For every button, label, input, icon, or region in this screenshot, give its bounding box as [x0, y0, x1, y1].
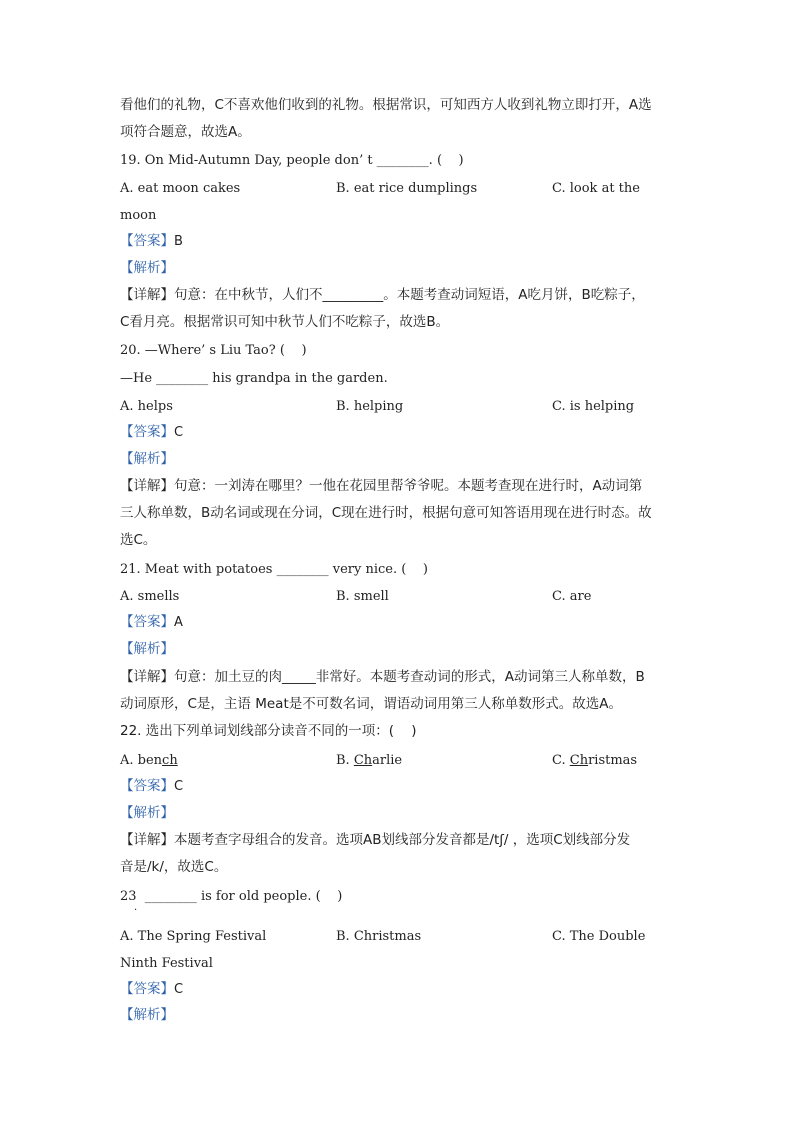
- q19-option-b: B. eat rice dumplings: [336, 181, 478, 196]
- q20-option-c: C. is helping: [552, 399, 635, 414]
- detail-label: 【详解】: [120, 287, 174, 303]
- q22-option-a-text: A. ben: [120, 753, 163, 768]
- q21-answer-value: A: [174, 615, 183, 630]
- q21-option-a: A. smells: [120, 589, 180, 604]
- q21-detail-line-2: 动词原形，C是，主语 Meat是不可数名词，谓语动词用第三人称单数形式。故选A。: [120, 696, 622, 712]
- q23-stem-dot: ·: [134, 905, 138, 916]
- q22-option-b-underlined: Ch: [353, 753, 373, 768]
- q22-answer-value: C: [174, 779, 184, 794]
- q22-option-c-underlined: Ch: [569, 753, 589, 768]
- answer-label: 【答案】: [120, 614, 174, 630]
- intro-line-1: 看他们的礼物，C不喜欢他们收到的礼物。根据常识，可知西方人收到礼物立即打开，A选: [120, 97, 652, 113]
- q22-option-c-rest: ristmas: [588, 753, 638, 768]
- q20-stem: 20. —Where’ s Liu Tao? ( ): [120, 343, 307, 358]
- q21-detail-text: 句意：加土豆的肉_____非常好。本题考查动词的形式，A动词第三人称单数，B: [174, 669, 645, 685]
- answer-label: 【答案】: [120, 424, 174, 440]
- q19-analysis-label: 【解析】: [120, 260, 174, 276]
- q20-detail-line-3: 选C。: [120, 532, 157, 548]
- q20-answer-value: C: [174, 425, 184, 440]
- q23-analysis-label: 【解析】: [120, 1007, 174, 1023]
- q20-option-a: A. helps: [120, 399, 173, 414]
- q23-answer-value: C: [174, 982, 184, 997]
- q20-stem-2: —He ________ his grandpa in the garden.: [120, 371, 388, 386]
- answer-label: 【答案】: [120, 981, 174, 997]
- q22-analysis-label: 【解析】: [120, 805, 174, 821]
- q20-analysis-label: 【解析】: [120, 451, 174, 467]
- q20-option-b: B. helping: [336, 399, 404, 414]
- q22-detail-line-2: 音是/k/，故选C。: [120, 859, 228, 875]
- q20-detail-line-1: [120, 476, 642, 496]
- q21-detail-line-1: [120, 667, 645, 687]
- q21-option-c: C. are: [552, 589, 592, 604]
- q22-option-b: [336, 751, 402, 771]
- q19-detail-line-1: [120, 285, 645, 305]
- answer-label: 【答案】: [120, 778, 174, 794]
- q21-stem: 21. Meat with potatoes ________ very nice. ( ): [120, 562, 428, 577]
- q23-option-b: B. Christmas: [336, 929, 422, 944]
- q20-detail-line-2: 三人称单数，B动名词或现在分词，C现在进行时，根据句意可知答语用现在进行时态。故: [120, 505, 652, 521]
- q22-option-a-underlined: ch: [162, 753, 178, 768]
- detail-label: 【详解】: [120, 669, 174, 685]
- q22-answer: [120, 776, 183, 796]
- q21-analysis-label: 【解析】: [120, 641, 174, 657]
- q22-option-b-rest: arlie: [372, 753, 403, 768]
- q22-option-a: [120, 751, 178, 771]
- q23-option-c-continued: Ninth Festival: [120, 956, 213, 971]
- answer-label: 【答案】: [120, 233, 174, 249]
- q19-option-c: C. look at the: [552, 181, 640, 196]
- q20-detail-text: 句意：一刘涛在哪里？一他在花园里帮爷爷呢。本题考查现在进行时，A动词第: [174, 478, 643, 494]
- q20-answer: [120, 422, 183, 442]
- detail-label: 【详解】: [120, 478, 174, 494]
- q23-stem: 23 ________ is for old people. ( ): [120, 889, 343, 904]
- q23-answer: [120, 979, 183, 999]
- q19-answer: [120, 231, 183, 251]
- q23-option-c: C. The Double: [552, 929, 646, 944]
- q21-option-b: B. smell: [336, 589, 389, 604]
- detail-label: 【详解】: [120, 832, 174, 848]
- q21-answer: [120, 612, 183, 632]
- q19-detail-text: 句意：在中秋节，人们不_________。本题考查动词短语，A吃月饼，B吃粽子，: [174, 287, 645, 303]
- q22-detail-line-1: [120, 830, 630, 850]
- q19-stem: 19. On Mid-Autumn Day, people don’ t ________. ( ): [120, 153, 464, 168]
- q22-option-c-text: C.: [552, 753, 570, 768]
- q19-answer-value: B: [174, 234, 183, 249]
- q19-detail-line-2: C看月亮。根据常识可知中秋节人们不吃粽子，故选B。: [120, 314, 450, 330]
- q22-stem: 22. 选出下列单词划线部分读音不同的一项：( ): [120, 723, 417, 739]
- q23-option-a: A. The Spring Festival: [120, 929, 267, 944]
- q22-option-c: [552, 751, 637, 771]
- q19-option-c-continued: moon: [120, 208, 157, 223]
- q19-option-a: A. eat moon cakes: [120, 181, 241, 196]
- q22-option-b-text: B.: [336, 753, 354, 768]
- intro-line-2: 项符合题意，故选A。: [120, 124, 251, 140]
- q22-detail-text: 本题考查字母组合的发音。选项AB划线部分发音都是/tʃ/ ，选项C划线部分发: [174, 832, 631, 848]
